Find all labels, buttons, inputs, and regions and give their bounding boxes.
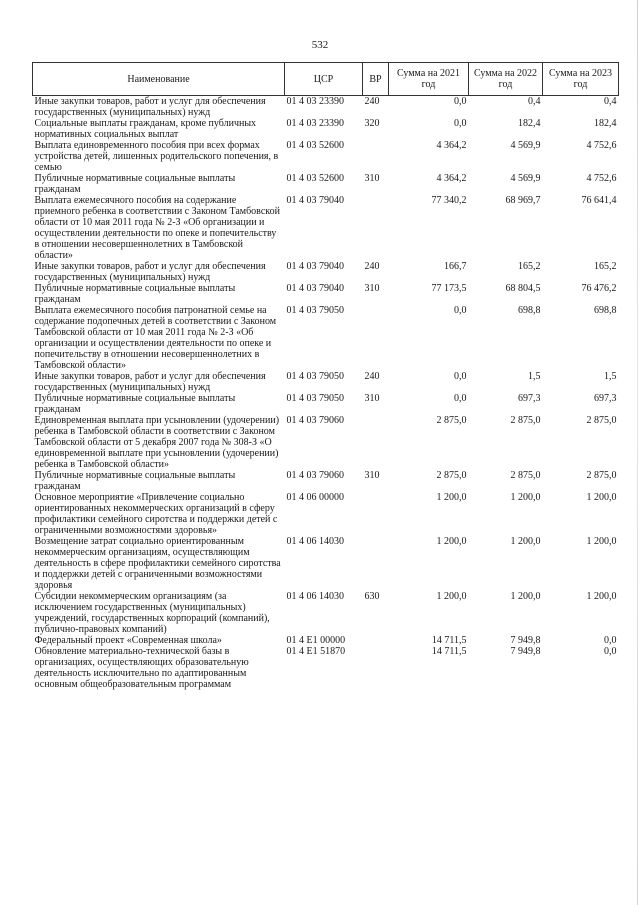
row-csr-code: 01 4 03 79060 — [286, 415, 344, 426]
row-csr-code: 01 4 03 79050 — [286, 305, 344, 316]
row-vr-code: 310 — [364, 173, 380, 184]
table-row — [33, 470, 619, 492]
row-name: Публичные нормативные социальные выплаты гражданам — [34, 173, 236, 195]
row-sum-2023: 0,0 — [604, 646, 617, 657]
row-vr-code: 240 — [364, 371, 380, 382]
row-vr-code — [363, 646, 389, 690]
row-vr-code: 320 — [364, 118, 380, 129]
row-vr-code — [363, 140, 389, 173]
row-name: Выплата единовременного пособия при всех формах устройства детей, лишенных родительского попечения, в семью — [34, 140, 279, 173]
table-row — [33, 305, 619, 371]
scan-edge — [637, 0, 638, 905]
row-sum-2023: 0,4 — [604, 96, 617, 107]
row-sum-2022: 0,4 — [528, 96, 541, 107]
row-csr-code: 01 4 03 52600 — [286, 140, 344, 151]
row-csr-code: 01 4 03 52600 — [286, 173, 344, 184]
row-sum-2023: 2 875,0 — [586, 470, 617, 481]
row-csr-code: 01 4 03 79060 — [286, 470, 344, 481]
row-name: Социальные выплаты гражданам, кроме публичных нормативных социальных выплат — [34, 118, 257, 140]
row-csr-code: 01 4 E1 51870 — [286, 646, 346, 657]
header-name: Наименование — [33, 63, 285, 96]
row-csr-code: 01 4 03 23390 — [286, 118, 344, 129]
row-sum-2023: 76 641,4 — [581, 195, 617, 206]
header-sum-2023: Сумма на 2023 год — [543, 63, 619, 96]
row-name: Основное мероприятие «Привлечение социально ориентированных некоммерческих организаций в сферу профилактики семейного сиротства и поддержки детей с ограниченными возможностями здоровья» — [34, 492, 278, 536]
row-sum-2023: 4 752,6 — [586, 173, 617, 184]
header-sum-2022: Сумма на 2022 год — [469, 63, 543, 96]
table-header-row — [33, 63, 619, 96]
row-name: Публичные нормативные социальные выплаты гражданам — [34, 470, 236, 492]
row-sum-2022: 7 949,8 — [510, 646, 541, 657]
row-name: Обновление материально-технической базы в организациях, осуществляющих образовательную деятельность исключительно по адаптированным основным общеобразовательным программам — [34, 646, 249, 690]
row-csr-code: 01 4 03 79040 — [286, 261, 344, 272]
row-sum-2022: 2 875,0 — [510, 415, 541, 426]
row-name: Федеральный проект «Современная школа» — [34, 635, 222, 646]
row-sum-2022: 2 875,0 — [510, 470, 541, 481]
row-vr-code: 310 — [364, 393, 380, 404]
row-sum-2021: 14 711,5 — [431, 635, 467, 646]
row-name: Публичные нормативные социальные выплаты гражданам — [34, 393, 236, 415]
table-row — [33, 591, 619, 635]
row-csr-code: 01 4 03 23390 — [286, 96, 344, 107]
row-sum-2021: 77 340,2 — [431, 195, 467, 206]
row-csr-code: 01 4 E1 00000 — [286, 635, 346, 646]
row-csr-code: 01 4 03 79050 — [286, 393, 344, 404]
row-name: Выплата ежемесячного пособия на содержание приемного ребенка в соответствии с Законом Тамбовской области от 10 мая 2011 года № 2-З «Об организации и осуществлении деятельности по опеке и попечительству в отношении несовершеннолетних в Тамбовской области» — [34, 195, 280, 261]
header-vr: ВР — [363, 63, 389, 96]
row-sum-2022: 165,2 — [518, 261, 541, 272]
row-sum-2022: 1 200,0 — [510, 591, 541, 602]
row-vr-code: 240 — [364, 261, 380, 272]
row-sum-2022: 697,3 — [518, 393, 541, 404]
row-name: Выплата ежемесячного пособия патронатной семье на содержание подопечных детей в соответствии с Законом Тамбовской области от 10 мая 2011 года № 2-З «Об организации и осуществлении деятельности по опеке и попечительству в отношении несовершеннолетних в Тамбовской области» — [34, 305, 277, 371]
row-sum-2022: 68 804,5 — [505, 283, 541, 294]
table-row — [33, 140, 619, 173]
row-vr-code — [363, 415, 389, 470]
row-csr-code: 01 4 03 79040 — [286, 283, 344, 294]
row-vr-code: 630 — [364, 591, 380, 602]
row-sum-2023: 1 200,0 — [586, 591, 617, 602]
row-sum-2021: 0,0 — [454, 371, 467, 382]
row-sum-2022: 7 949,8 — [510, 635, 541, 646]
row-name: Иные закупки товаров, работ и услуг для обеспечения государственных (муниципальных) нужд — [34, 371, 266, 393]
row-sum-2022: 698,8 — [518, 305, 541, 316]
row-sum-2023: 76 476,2 — [581, 283, 617, 294]
table-row — [33, 536, 619, 591]
table-row — [33, 371, 619, 393]
row-csr-code: 01 4 06 14030 — [286, 536, 344, 547]
row-name: Единовременная выплата при усыновлении (удочерении) ребенка в Тамбовской области в соответствии с Законом Тамбовской области от 5 декабря 2007 года № 308-З «О единовременной выплате при усыновлении (удочерении) ребенка в Тамбовской области» — [34, 415, 280, 470]
row-csr-code: 01 4 03 79050 — [286, 371, 344, 382]
row-sum-2021: 4 364,2 — [436, 173, 467, 184]
table-row — [33, 415, 619, 470]
row-sum-2021: 0,0 — [454, 393, 467, 404]
row-sum-2021: 77 173,5 — [431, 283, 467, 294]
row-sum-2023: 698,8 — [594, 305, 617, 316]
row-vr-code — [363, 492, 389, 536]
table-row — [33, 635, 619, 646]
row-sum-2023: 697,3 — [594, 393, 617, 404]
row-sum-2023: 182,4 — [594, 118, 617, 129]
row-vr-code — [363, 635, 389, 646]
row-sum-2021: 14 711,5 — [431, 646, 467, 657]
row-sum-2023: 4 752,6 — [586, 140, 617, 151]
row-sum-2023: 1,5 — [604, 371, 617, 382]
row-sum-2021: 2 875,0 — [436, 415, 467, 426]
row-vr-code — [363, 536, 389, 591]
row-sum-2021: 0,0 — [454, 305, 467, 316]
row-vr-code: 310 — [364, 470, 380, 481]
table-row — [33, 393, 619, 415]
table-row — [33, 283, 619, 305]
row-sum-2023: 1 200,0 — [586, 536, 617, 547]
row-sum-2023: 1 200,0 — [586, 492, 617, 503]
row-sum-2023: 0,0 — [604, 635, 617, 646]
row-sum-2021: 1 200,0 — [436, 591, 467, 602]
row-sum-2023: 165,2 — [594, 261, 617, 272]
table-row — [33, 195, 619, 261]
row-sum-2021: 0,0 — [454, 118, 467, 129]
row-sum-2021: 4 364,2 — [436, 140, 467, 151]
table-row — [33, 492, 619, 536]
row-vr-code: 240 — [364, 96, 380, 107]
page-number: 532 — [311, 39, 329, 51]
row-sum-2022: 1,5 — [528, 371, 541, 382]
row-name: Иные закупки товаров, работ и услуг для обеспечения государственных (муниципальных) нужд — [34, 261, 266, 283]
table-row — [33, 118, 619, 140]
row-sum-2021: 166,7 — [444, 261, 467, 272]
row-sum-2021: 1 200,0 — [436, 536, 467, 547]
budget-table — [32, 62, 619, 690]
row-name: Иные закупки товаров, работ и услуг для обеспечения государственных (муниципальных) нужд — [34, 96, 266, 118]
row-csr-code: 01 4 03 79040 — [286, 195, 344, 206]
row-vr-code: 310 — [364, 283, 380, 294]
row-sum-2021: 2 875,0 — [436, 470, 467, 481]
table-row — [33, 173, 619, 195]
table-row — [33, 96, 619, 119]
table-row — [33, 646, 619, 690]
row-csr-code: 01 4 06 00000 — [286, 492, 344, 503]
row-sum-2023: 2 875,0 — [586, 415, 617, 426]
row-sum-2022: 4 569,9 — [510, 140, 541, 151]
row-sum-2022: 1 200,0 — [510, 492, 541, 503]
row-name: Возмещение затрат социально ориентированным некоммерческим организациям, осуществляющим деятельность в сфере профилактики семейного сиротства и поддержки детей с ограниченными возможностями здоровья — [34, 536, 281, 591]
row-sum-2021: 0,0 — [454, 96, 467, 107]
row-vr-code — [363, 305, 389, 371]
row-vr-code — [363, 195, 389, 261]
row-sum-2022: 1 200,0 — [510, 536, 541, 547]
row-sum-2022: 68 969,7 — [505, 195, 541, 206]
row-name: Публичные нормативные социальные выплаты гражданам — [34, 283, 236, 305]
row-sum-2021: 1 200,0 — [436, 492, 467, 503]
row-name: Субсидии некоммерческим организациям (за исключением государственных (муниципальных) учреждений, государственных корпораций (компаний), публично-правовых компаний) — [34, 591, 270, 635]
row-sum-2022: 4 569,9 — [510, 173, 541, 184]
header-csr: ЦСР — [285, 63, 363, 96]
table-body — [33, 96, 619, 691]
header-sum-2021: Сумма на 2021 год — [389, 63, 469, 96]
table-row — [33, 261, 619, 283]
row-sum-2022: 182,4 — [518, 118, 541, 129]
row-csr-code: 01 4 06 14030 — [286, 591, 344, 602]
